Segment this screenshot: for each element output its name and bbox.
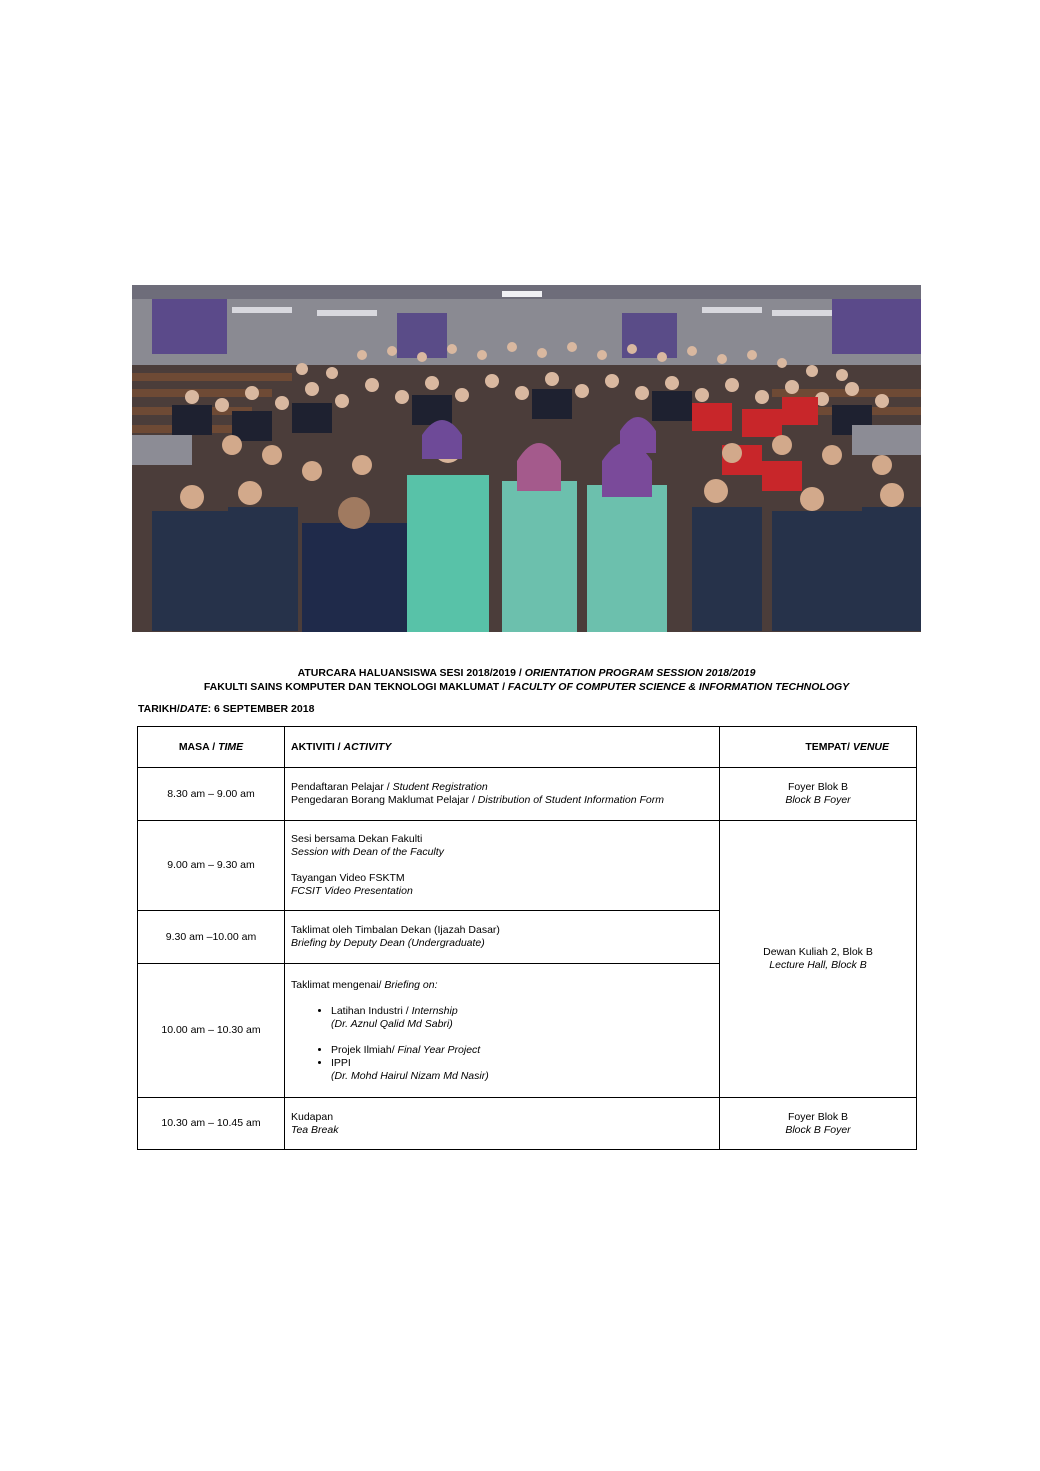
document-heading [137, 666, 916, 694]
briefing-list-2 [291, 1044, 719, 1070]
date-label-english: DATE [179, 703, 208, 715]
header-venue-english: VENUE [852, 740, 889, 753]
row-1-activity [285, 768, 720, 821]
row-5-venue [720, 1098, 917, 1150]
row-1-activity-2-malay: Pengedaran Borang Maklumat Pelajar / [291, 794, 478, 806]
row-5-activity-malay: Kudapan [291, 1110, 334, 1123]
heading-line-2 [137, 680, 916, 694]
header-venue [720, 727, 917, 768]
header-time [138, 727, 285, 768]
list-item-1-english: Internship [411, 1004, 458, 1017]
row-1-activity-2-english: Distribution of Student Information Form [477, 794, 664, 806]
merged-venue [720, 821, 917, 1098]
heading-line-1-english: ORIENTATION PROGRAM SESSION 2018/2019 [524, 667, 756, 679]
schedule-table [137, 726, 917, 1150]
heading-line-1-malay: ATURCARA HALUANSISWA SESI 2018/2019 / [297, 667, 525, 679]
date-value: : 6 SEPTEMBER 2018 [207, 703, 315, 715]
row-4-intro [291, 979, 719, 992]
header-time-malay: MASA / [178, 740, 219, 753]
table-row [138, 768, 917, 821]
header-activity [285, 727, 720, 768]
row-5-venue-english: Block B Foyer [785, 1123, 851, 1136]
row-3-time: 9.30 am –10.00 am [138, 911, 285, 964]
row-1-activity-1-malay: Pendaftaran Pelajar / [291, 781, 393, 793]
row-1-venue-english: Block B Foyer [785, 794, 851, 806]
row-4-intro-english: Briefing on: [384, 978, 438, 991]
row-5-time: 10.30 am – 10.45 am [138, 1098, 285, 1150]
row-2-activity-1-english: Session with Dean of the Faculty [291, 846, 444, 858]
list-item [331, 1005, 719, 1018]
header-venue-malay: TEMPAT/ [805, 740, 853, 753]
merged-venue-english: Lecture Hall, Block B [769, 959, 867, 971]
date-label: TARIKH/ [138, 703, 180, 715]
list-item-1-presenter: (Dr. Aznul Qalid Md Sabri) [331, 1017, 453, 1030]
row-1-venue-malay: Foyer Blok B [787, 781, 849, 793]
header-activity-english: ACTIVITY [343, 740, 392, 753]
row-2-activity-2-english: FCSIT Video Presentation [291, 885, 413, 897]
row-2-time: 9.00 am – 9.30 am [138, 821, 285, 911]
row-1-time: 8.30 am – 9.00 am [138, 768, 285, 821]
row-3-activity [285, 911, 720, 964]
row-5-activity-english: Tea Break [291, 1123, 339, 1136]
table-row [138, 1098, 917, 1150]
list-item [331, 1044, 719, 1057]
date-line [138, 703, 314, 715]
header-activity-malay: AKTIVITI / [291, 740, 344, 753]
heading-line-1 [137, 666, 916, 680]
group-photo [132, 285, 921, 632]
list-item-1-malay: Latihan Industri / [331, 1004, 412, 1017]
row-2-activity [285, 821, 720, 911]
group-photo-graphic [132, 285, 921, 632]
row-3-activity-english: Briefing by Deputy Dean (Undergraduate) [291, 937, 485, 949]
row-5-activity [285, 1098, 720, 1150]
header-time-english: TIME [218, 740, 244, 753]
merged-venue-malay: Dewan Kuliah 2, Blok B [763, 946, 873, 958]
table-header-row [138, 727, 917, 768]
list-item: • IPPI [331, 1057, 719, 1070]
row-2-activity-1-malay: Sesi bersama Dekan Fakulti [291, 833, 423, 845]
row-1-activity-1-english: Student Registration [392, 781, 488, 793]
row-1-activity-line-1 [291, 781, 719, 794]
row-2-activity-2-malay: Tayangan Video FSKTM [291, 872, 405, 884]
heading-line-2-english: FACULTY OF COMPUTER SCIENCE & INFORMATION TECHNOLOGY [507, 681, 850, 693]
row-1-activity-line-2 [291, 794, 719, 807]
row-4-activity [285, 964, 720, 1098]
row-4-time: 10.00 am – 10.30 am [138, 964, 285, 1098]
row-1-venue [720, 768, 917, 821]
row-5-venue-malay: Foyer Blok B [787, 1110, 849, 1123]
list-item-3-presenter: (Dr. Mohd Hairul Nizam Md Nasir) [331, 1069, 489, 1082]
row-3-activity-malay: Taklimat oleh Timbalan Dekan (Ijazah Dasar) [291, 924, 500, 936]
heading-line-2-malay: FAKULTI SAINS KOMPUTER DAN TEKNOLOGI MAKLUMAT / [203, 681, 508, 693]
briefing-list [291, 1005, 719, 1018]
list-item-2-english: Final Year Project [397, 1043, 481, 1056]
row-4-intro-malay: Taklimat mengenai/ [291, 978, 385, 991]
list-item-2-malay: Projek Ilmiah/ [331, 1043, 398, 1056]
table-row [138, 821, 917, 911]
